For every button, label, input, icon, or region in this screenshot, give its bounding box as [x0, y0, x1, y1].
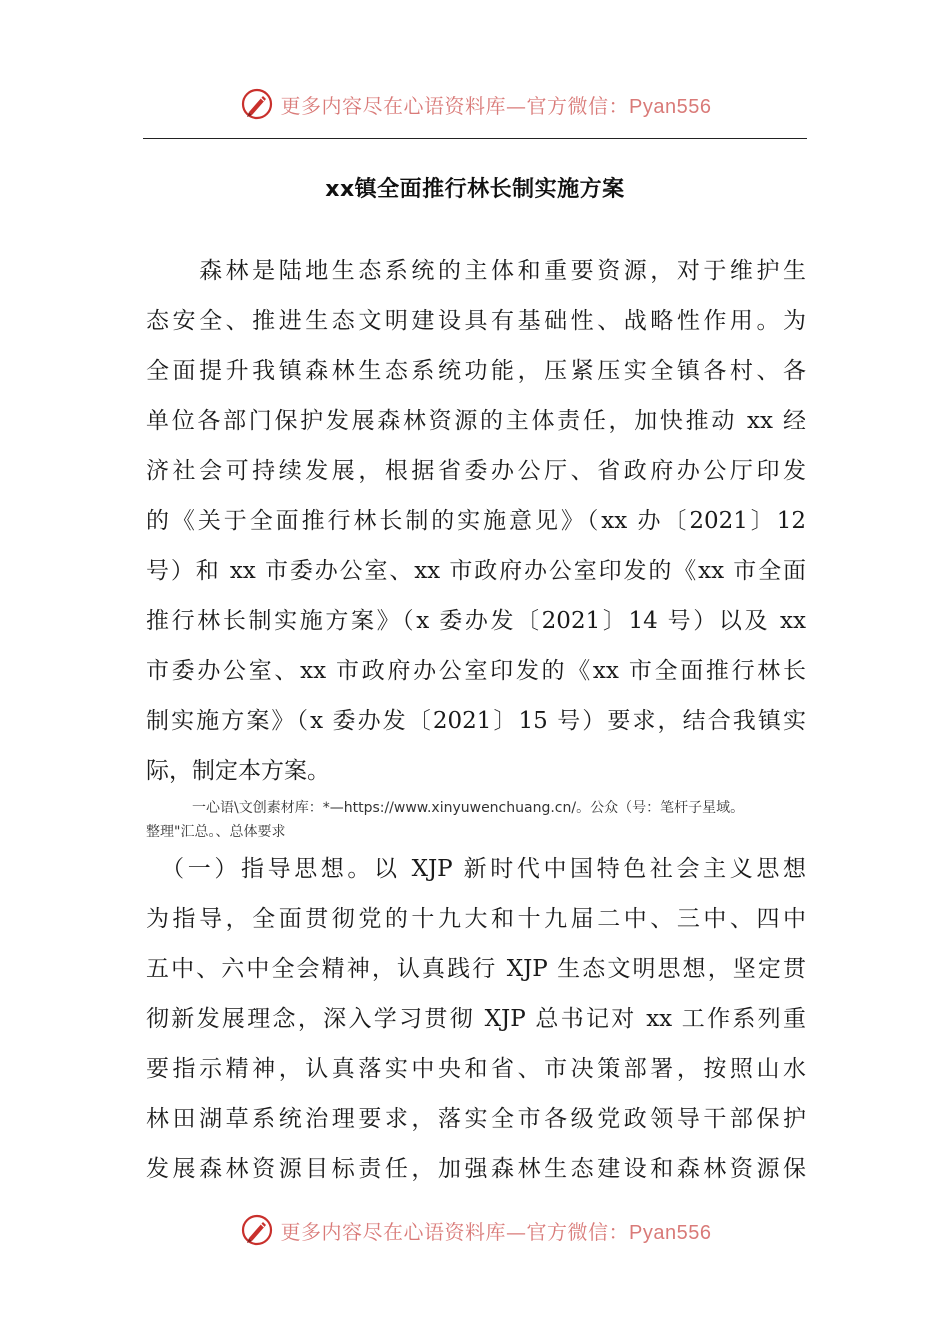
source-note	[146, 796, 826, 844]
header-divider	[143, 138, 807, 139]
footer-banner	[0, 1208, 950, 1252]
pen-logo-icon	[239, 86, 275, 122]
header-banner-text: 更多内容尽在心语资料库—官方微信：Pyan556	[280, 93, 712, 118]
paragraph-line: 五中、六中全会精神，认真践行 XJP 生态文明思想，坚定贯	[146, 956, 806, 982]
paragraph-line: 单位各部门保护发展森林资源的主体责任，加快推动 xx 经	[146, 408, 806, 434]
header-banner	[0, 82, 950, 126]
paragraph-line: 林田湖草系统治理要求，落实全市各级党政领导干部保护	[146, 1106, 806, 1132]
header-banner-content	[239, 86, 712, 122]
paragraph-line: 制实施方案》（x 委办发〔2021〕15 号）要求，结合我镇实	[146, 708, 806, 734]
paragraph-line: 为指导，全面贯彻党的十九大和十九届二中、三中、四中	[146, 906, 806, 932]
source-note-line: 一心语\文创素材库：*—https://www.xinyuwenchuang.cn/。公众（号：笔杆子星域。	[192, 800, 745, 816]
paragraph-line: （一）指导思想。以 XJP 新时代中国特色社会主义思想	[146, 856, 806, 882]
pen-logo-icon	[239, 1212, 275, 1248]
paragraph-line: 济社会可持续发展，根据省委办公厅、省政府办公厅印发	[146, 458, 806, 484]
paragraph-line: 要指示精神，认真落实中央和省、市决策部署，按照山水	[146, 1056, 806, 1082]
paragraph-guiding-ideology	[146, 844, 806, 1194]
paragraph-line: 号）和 xx 市委办公室、xx 市政府办公室印发的《xx 市全面	[146, 558, 806, 584]
paragraph-line: 态安全、推进生态文明建设具有基础性、战略性作用。为	[146, 308, 806, 334]
paragraph-line: 的《关于全面推行林长制的实施意见》（xx 办〔2021〕12	[146, 508, 806, 534]
source-note-line: 整理"汇总。、总体要求	[146, 824, 286, 840]
paragraph-line: 推行林长制实施方案》（x 委办发〔2021〕14 号）以及 xx	[146, 608, 806, 634]
paragraph-line: 发展森林资源目标责任，加强森林生态建设和森林资源保	[146, 1156, 806, 1182]
paragraph-line: 森林是陆地生态系统的主体和重要资源，对于维护生	[146, 258, 806, 284]
footer-banner-text: 更多内容尽在心语资料库—官方微信：Pyan556	[280, 1219, 712, 1244]
paragraph-intro	[146, 246, 806, 796]
footer-banner-content	[239, 1212, 712, 1248]
paragraph-line: 市委办公室、xx 市政府办公室印发的《xx 市全面推行林长	[146, 658, 806, 684]
paragraph-line: 际，制定本方案。	[146, 758, 330, 784]
paragraph-line: 全面提升我镇森林生态系统功能，压紧压实全镇各村、各	[146, 358, 806, 384]
paragraph-line: 彻新发展理念，深入学习贯彻 XJP 总书记对 xx 工作系列重	[146, 1006, 806, 1032]
document-title: xx镇全面推行林长制实施方案	[325, 177, 625, 202]
